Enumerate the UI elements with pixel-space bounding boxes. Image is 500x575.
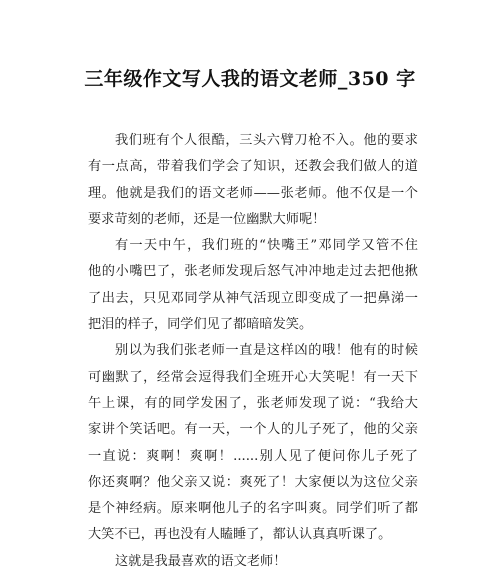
paragraph-2-line-4: 把泪的样子，同学们见了都暗暗发笑。 <box>88 317 313 333</box>
paragraph-4-line-1: 这就是我最喜欢的语文老师！ <box>115 553 287 569</box>
paragraph-3-line-8: 大笑不已，再也没有人瞌睡了，都认认真真听课了。 <box>88 527 392 543</box>
paragraph-3-line-3: 午上课，有的同学发困了，张老师发现了说：“我给大 <box>88 395 418 411</box>
paragraph-2-line-1: 有一天中午，我们班的“快嘴王”邓同学又管不住 <box>115 238 418 254</box>
paragraph-3-line-4: 家讲个笑话吧。有一天，一个人的儿子死了，他的父亲 <box>88 422 418 438</box>
paragraph-3-line-6: 你还爽啊？他父亲又说：爽死了！大家便以为这位父亲 <box>88 474 418 490</box>
paragraph-1-line-2: 有一点高，带着我们学会了知识，还教会我们做人的道 <box>88 159 418 175</box>
paragraph-2-line-3: 了出去，只见邓同学从神气活现立即变成了一把鼻涕一 <box>88 290 418 306</box>
paragraph-2-line-2: 他的小嘴巴了，张老师发现后怒气冲冲地走过去把他揪 <box>88 264 418 280</box>
paragraph-1-line-4: 要求苛刻的老师，还是一位幽默大师呢！ <box>88 211 326 227</box>
paragraph-3-line-5: 一直说：爽啊！爽啊！......别人见了便问你儿子死了 <box>88 448 418 464</box>
paragraph-3-line-2: 可幽默了，经常会逗得我们全班开心大笑呢！有一天下 <box>88 369 418 385</box>
paragraph-3-line-7: 是个神经病。原来啊他儿子的名字叫爽。同学们听了都 <box>88 501 418 517</box>
paragraph-1-line-1: 我们班有个人很酷，三头六臂刀枪不入。他的要求 <box>115 133 418 148</box>
paragraph-1-line-3: 理。他就是我们的语文老师——张老师。他不仅是一个 <box>88 185 418 201</box>
document-title: 三年级作文写人我的语文老师_350 字 <box>84 68 416 90</box>
document-body <box>88 128 418 575</box>
paragraph-3-line-1: 别以为我们张老师一直是这样凶的哦！他有的时候 <box>115 343 418 359</box>
